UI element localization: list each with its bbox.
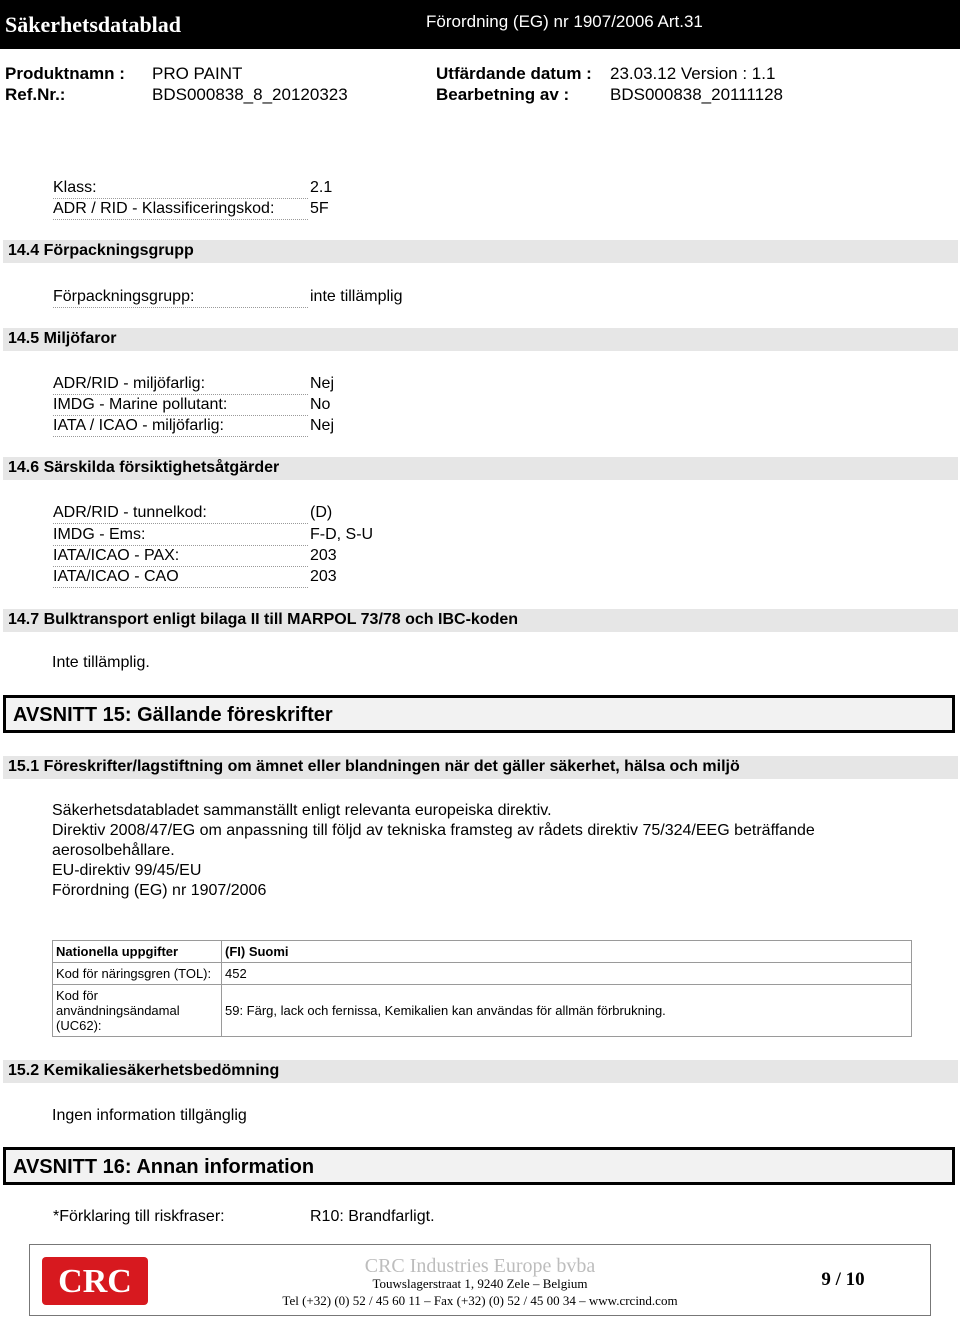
product-name-value: PRO PAINT bbox=[152, 64, 243, 83]
chapter-title: AVSNITT 16: Annan information bbox=[13, 1156, 315, 1178]
body-text-line: aerosolbehållare. bbox=[52, 842, 175, 859]
document-header bbox=[0, 0, 960, 112]
kv-label: ADR/RID - miljöfarlig: bbox=[53, 375, 308, 395]
kv-value: 203 bbox=[310, 568, 337, 585]
risk-phrase-label: *Förklaring till riskfraser: bbox=[53, 1208, 225, 1225]
header-row-ref bbox=[0, 85, 960, 105]
table-cell: 59: Färg, lack och fernissa, Kemikalien kan användas för allmän förbrukning. bbox=[222, 985, 912, 1037]
section-title: 14.4 Förpackningsgrupp bbox=[8, 242, 194, 259]
table-row bbox=[53, 941, 912, 963]
regulation-reference: Förordning (EG) nr 1907/2006 Art.31 bbox=[426, 12, 703, 31]
kv-value: 2.1 bbox=[310, 179, 333, 196]
table-row bbox=[53, 985, 912, 1037]
kv-label: Klass: bbox=[53, 179, 308, 199]
kv-value: 203 bbox=[310, 547, 337, 564]
risk-phrase-value: R10: Brandfarligt. bbox=[310, 1208, 435, 1225]
document-footer bbox=[29, 1244, 931, 1316]
kv-value: (D) bbox=[310, 504, 333, 521]
chapter-title: AVSNITT 15: Gällande föreskrifter bbox=[13, 704, 333, 726]
edited-by-value: BDS000838_20111128 bbox=[610, 85, 783, 104]
kv-label: IATA / ICAO - miljöfarlig: bbox=[53, 417, 308, 437]
table-row bbox=[53, 963, 912, 985]
kv-label: IMDG - Marine pollutant: bbox=[53, 396, 308, 416]
section-title: 15.1 Föreskrifter/lagstiftning om ämnet eller blandningen när det gäller säkerhet, hälsa och miljö bbox=[8, 758, 740, 775]
section-heading-14-4 bbox=[3, 240, 958, 263]
kv-label: Förpackningsgrupp: bbox=[53, 288, 308, 308]
section-heading-15-1 bbox=[3, 756, 958, 779]
company-contact: Tel (+32) (0) 52 / 45 60 11 – Fax (+32) (0) 52 / 45 00 34 – www.crcind.com bbox=[282, 1293, 678, 1308]
table-cell: Nationella uppgifter bbox=[53, 941, 222, 963]
chapter-heading-16 bbox=[3, 1147, 955, 1185]
product-name-label: Produktnamn : bbox=[5, 64, 125, 83]
section-heading-14-7 bbox=[3, 609, 958, 632]
header-bar bbox=[0, 0, 960, 49]
section-heading-14-5 bbox=[3, 328, 958, 351]
kv-value: No bbox=[310, 396, 331, 413]
kv-label: IATA/ICAO - PAX: bbox=[53, 547, 308, 567]
kv-value: F-D, S-U bbox=[310, 526, 374, 543]
header-row-product bbox=[0, 64, 960, 84]
table-cell: 452 bbox=[222, 963, 912, 985]
section-title: 14.7 Bulktransport enligt bilaga II till MARPOL 73/78 och IBC-koden bbox=[8, 611, 519, 628]
table-cell: Kod för näringsgren (TOL): bbox=[53, 963, 222, 985]
kv-value: Nej bbox=[310, 417, 335, 434]
issue-date-label: Utfärdande datum : bbox=[436, 64, 592, 83]
body-text: Inte tillämplig. bbox=[52, 654, 150, 671]
kv-value: inte tillämplig bbox=[310, 288, 403, 305]
national-data-table bbox=[52, 940, 912, 1037]
chapter-heading-15 bbox=[3, 695, 955, 733]
body-text-line: Förordning (EG) nr 1907/2006 bbox=[52, 882, 267, 899]
logo-text: CRC bbox=[58, 1263, 132, 1300]
table-cell: (FI) Suomi bbox=[222, 941, 912, 963]
section-title: 14.5 Miljöfaror bbox=[8, 330, 117, 347]
body-text: Ingen information tillgänglig bbox=[52, 1107, 247, 1124]
edited-by-label: Bearbetning av : bbox=[436, 85, 570, 104]
crc-logo bbox=[42, 1257, 148, 1305]
issue-date-value: 23.03.12 Version : 1.1 bbox=[610, 64, 776, 83]
ref-number-label: Ref.Nr.: bbox=[5, 85, 66, 104]
kv-value: Nej bbox=[310, 375, 335, 392]
body-text-line: Säkerhetsdatabladet sammanställt enligt relevanta europeiska direktiv. bbox=[52, 802, 552, 819]
body-text-line: Direktiv 2008/47/EG om anpassning till följd av tekniska framsteg av rådets direktiv 75/324/EEG beträffande bbox=[52, 822, 815, 839]
kv-label: IATA/ICAO - CAO bbox=[53, 568, 308, 588]
section-title: 14.6 Särskilda försiktighetsåtgärder bbox=[8, 459, 280, 476]
ref-number-value: BDS000838_8_20120323 bbox=[152, 85, 348, 104]
kv-label: IMDG - Ems: bbox=[53, 526, 308, 546]
document-title: Säkerhetsdatablad bbox=[5, 12, 182, 37]
company-address: Touwslagerstraat 1, 9240 Zele – Belgium bbox=[372, 1276, 588, 1291]
kv-label: ADR / RID - Klassificeringskod: bbox=[53, 200, 308, 220]
body-text-line: EU-direktiv 99/45/EU bbox=[52, 862, 202, 879]
kv-label: ADR/RID - tunnelkod: bbox=[53, 504, 308, 524]
company-name: CRC Industries Europe bvba bbox=[364, 1255, 596, 1277]
page-number: 9 / 10 bbox=[821, 1269, 865, 1290]
section-heading-14-6 bbox=[3, 457, 958, 480]
section-heading-15-2 bbox=[3, 1060, 958, 1083]
section-title: 15.2 Kemikaliesäkerhetsbedömning bbox=[8, 1062, 280, 1079]
kv-value: 5F bbox=[310, 200, 329, 217]
table-cell: Kod för användningsändamal (UC62): bbox=[53, 985, 222, 1037]
